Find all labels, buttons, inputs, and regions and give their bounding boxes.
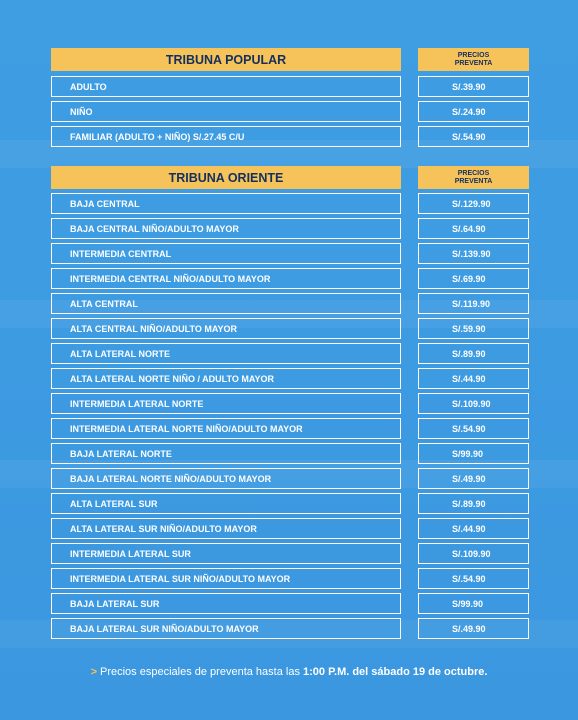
ticket-price: S/.49.90 [452,623,486,634]
ticket-label-cell [51,393,401,414]
ticket-label: ALTA CENTRAL NIÑO/ADULTO MAYOR [70,323,237,334]
ticket-price: S/.54.90 [452,423,486,434]
ticket-label: ALTA LATERAL SUR NIÑO/ADULTO MAYOR [70,523,257,534]
ticket-price: S/.129.90 [452,198,491,209]
ticket-price-cell [418,76,529,97]
ticket-label: BAJA LATERAL NORTE [70,448,172,459]
price-row [51,343,529,364]
price-row [51,468,529,489]
ticket-label-cell [51,368,401,389]
price-row [51,568,529,589]
ticket-price-cell [418,268,529,289]
ticket-price: S/.89.90 [452,348,486,359]
ticket-price: S/.54.90 [452,131,486,142]
price-row [51,443,529,464]
ticket-label-cell [51,593,401,614]
ticket-label-cell [51,243,401,264]
ticket-label: INTERMEDIA LATERAL SUR NIÑO/ADULTO MAYOR [70,573,291,584]
ticket-price-cell [418,368,529,389]
ticket-price-cell [418,193,529,214]
ticket-label-cell [51,193,401,214]
ticket-price: S/99.90 [452,598,484,609]
price-column-header [418,166,529,189]
ticket-label: ADULTO [70,81,107,92]
ticket-price-cell [418,493,529,514]
ticket-label: INTERMEDIA LATERAL SUR [70,548,191,559]
footer-text: Precios especiales de preventa hasta las [100,666,304,678]
price-row [51,218,529,239]
ticket-label-cell [51,101,401,122]
price-row [51,293,529,314]
ticket-label-cell [51,418,401,439]
ticket-label-cell [51,268,401,289]
price-row [51,368,529,389]
ticket-label-cell [51,493,401,514]
ticket-price-cell [418,593,529,614]
ticket-price-cell [418,568,529,589]
ticket-label: ALTA LATERAL NORTE NIÑO / ADULTO MAYOR [70,373,274,384]
footer-deadline: 1:00 P.M. del sábado 19 de octubre. [303,666,488,678]
tribuna-oriente-section [51,166,529,634]
ticket-label: ALTA LATERAL SUR [70,498,158,509]
ticket-price-cell [418,293,529,314]
ticket-label: BAJA LATERAL SUR NIÑO/ADULTO MAYOR [70,623,259,634]
ticket-price: S/99.90 [452,448,484,459]
ticket-price-cell [418,443,529,464]
ticket-label: ALTA LATERAL NORTE [70,348,170,359]
ticket-label: BAJA LATERAL NORTE NIÑO/ADULTO MAYOR [70,473,272,484]
price-row [51,318,529,339]
ticket-price-cell [418,218,529,239]
ticket-label: INTERMEDIA CENTRAL NIÑO/ADULTO MAYOR [70,273,271,284]
section-title: TRIBUNA POPULAR [51,48,401,71]
ticket-price: S/.109.90 [452,398,491,409]
ticket-price-cell [418,418,529,439]
ticket-price: S/.39.90 [452,81,486,92]
price-row [51,193,529,214]
ticket-price-cell [418,343,529,364]
ticket-label: INTERMEDIA CENTRAL [70,248,172,259]
price-row [51,418,529,439]
ticket-price-cell [418,468,529,489]
ticket-label-cell [51,126,401,147]
ticket-price-cell [418,126,529,147]
ticket-price-cell [418,543,529,564]
ticket-price: S/.24.90 [452,106,486,117]
ticket-label-cell [51,518,401,539]
ticket-label: INTERMEDIA LATERAL NORTE [70,398,204,409]
price-column-header [418,48,529,71]
ticket-label-cell [51,468,401,489]
ticket-label-cell [51,76,401,97]
ticket-price: S/.89.90 [452,498,486,509]
ticket-price: S/.139.90 [452,248,491,259]
ticket-label: INTERMEDIA LATERAL NORTE NIÑO/ADULTO MAYOR [70,423,303,434]
section-title: TRIBUNA ORIENTE [51,166,401,189]
price-row [51,101,529,122]
ticket-price: S/.49.90 [452,473,486,484]
ticket-label: BAJA CENTRAL [70,198,140,209]
ticket-price-cell [418,101,529,122]
ticket-price: S/.59.90 [452,323,486,334]
ticket-label-cell [51,318,401,339]
price-row [51,593,529,614]
ticket-label-cell [51,293,401,314]
ticket-label-cell [51,218,401,239]
price-row [51,618,529,639]
ticket-label-cell [51,568,401,589]
price-row [51,126,529,147]
price-row [51,76,529,97]
ticket-label: ALTA CENTRAL [70,298,138,309]
ticket-price: S/.44.90 [452,373,486,384]
ticket-price-cell [418,243,529,264]
price-row [51,543,529,564]
section-header [51,48,529,71]
price-row [51,268,529,289]
footer-note [0,666,578,678]
price-header-line: PRECIOS [457,169,490,177]
ticket-price: S/.69.90 [452,273,486,284]
ticket-price-cell [418,618,529,639]
ticket-label: BAJA LATERAL SUR [70,598,160,609]
price-header-line: PREVENTA [454,59,493,67]
ticket-label: BAJA CENTRAL NIÑO/ADULTO MAYOR [70,223,239,234]
section-header [51,166,529,189]
price-header-line: PRECIOS [457,51,490,59]
ticket-label-cell [51,618,401,639]
price-header-line: PREVENTA [454,177,493,185]
arrow-icon: > [90,666,97,678]
ticket-price: S/.109.90 [452,548,491,559]
ticket-price: S/.119.90 [452,298,491,309]
ticket-price: S/.44.90 [452,523,486,534]
ticket-label-cell [51,543,401,564]
ticket-label: FAMILIAR (ADULTO + NIÑO) S/.27.45 C/U [70,131,245,142]
ticket-price-cell [418,518,529,539]
ticket-price-cell [418,318,529,339]
price-row [51,393,529,414]
ticket-price: S/.54.90 [452,573,486,584]
price-row [51,493,529,514]
ticket-label-cell [51,443,401,464]
tribuna-popular-section [51,48,529,142]
ticket-price-cell [418,393,529,414]
ticket-label-cell [51,343,401,364]
ticket-label: NIÑO [70,106,93,117]
price-row [51,243,529,264]
ticket-price: S/.64.90 [452,223,486,234]
price-row [51,518,529,539]
